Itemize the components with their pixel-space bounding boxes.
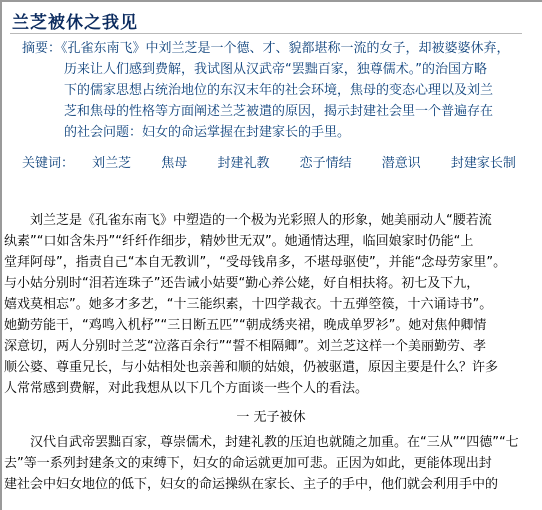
paragraph-line: 去”等一系列封建条文的束缚下，妇女的命运就更加可悲。正因为如此，更能体现出封 [4, 456, 492, 471]
abstract-line: 历来让人们感到费解，我试图从汉武帝“罢黜百家，独尊儒术。”的治国方略 [64, 62, 487, 77]
abstract-block [22, 38, 534, 143]
section-heading: 一 无子被休 [236, 410, 306, 425]
window-top-border [0, 0, 542, 2]
keyword-item: 焦母 [161, 156, 188, 171]
intro-paragraph [4, 210, 532, 399]
keywords-row [22, 152, 542, 171]
abstract-text: 《孔雀东南飞》中刘兰芝是一个德、才、貌都堪称一流的女子，却被婆婆休弃， [61, 41, 510, 56]
paragraph-line: 建社会中妇女地位的低下，妇女的命运操纵在家长、主子的手中，他们就会利用手中的 [4, 477, 499, 492]
window-left-border [0, 0, 2, 510]
abstract-line: 芝和焦母的性格等方面阐述兰芝被遣的原因，揭示封建社会里一个普遍存在 [64, 104, 494, 119]
keyword-item: 潜意识 [381, 156, 421, 171]
paragraph-line: 嬉戏莫相忘”。她多才多艺，“十三能织素，十四学裁衣。十五弹箜篌，十六诵诗书”。 [4, 297, 493, 312]
keywords-label: 关键词： [22, 156, 75, 171]
keyword-item: 封建家长制 [450, 156, 516, 171]
title-underline [10, 33, 522, 34]
section-paragraph [4, 432, 532, 495]
abstract-label: 摘要： [22, 41, 62, 56]
abstract-line [22, 38, 534, 59]
paragraph-line: 汉代自武帝罢黜百家，尊崇儒术，封建礼教的压迫也就随之加重。在“三从”“四德”“七 [30, 435, 519, 450]
keyword-item: 封建礼教 [217, 156, 270, 171]
keyword-item: 恋子情结 [299, 156, 352, 171]
document-title: 兰芝被休之我见 [12, 13, 138, 33]
paragraph-line: 堂拜阿母”，指责自己“本自无教训”，“受母钱帛多，不堪母驱使”，并能“念母劳家里”。 [4, 255, 507, 270]
abstract-line: 下的儒家思想占统治地位的东汉末年的社会环境，焦母的变态心理以及刘兰 [64, 83, 494, 98]
paragraph-line: 顺公婆、尊重兄长，与小姑相处也亲善和顺的姑娘，仍被驱遣，原因主要是什么？许多 [4, 360, 499, 375]
paragraph-line: 深意切，两人分别时兰芝“泣落百余行”“誓不相隔卿”。刘兰芝这样一个美丽勤劳、孝 [4, 339, 486, 354]
paragraph-line: 纨素”“口如含朱丹”“纤纤作细步，精妙世无双”。她通情达理，临回娘家时仍能“上 [4, 234, 474, 249]
paragraph-line: 刘兰芝是《孔雀东南飞》中塑造的一个极为光彩照人的形象，她美丽动人“腰若流 [30, 213, 492, 228]
paragraph-line: 人常常感到费解，对此我想从以下几个方面谈一些个人的看法。 [4, 381, 369, 396]
abstract-line: 的社会问题：妇女的命运掌握在封建家长的手里。 [64, 125, 351, 140]
paragraph-line: 她勤劳能干，“鸡鸣入机杼”“三日断五匹”“朝成绣夹裙，晚成单罗衫”。她对焦仲卿情 [4, 318, 487, 333]
paragraph-line: 与小姑分别时“泪若连珠子”还告诫小姑要“勤心养公姥，好自相扶将。初七及下九， [4, 276, 480, 291]
keyword-item: 刘兰芝 [92, 156, 132, 171]
